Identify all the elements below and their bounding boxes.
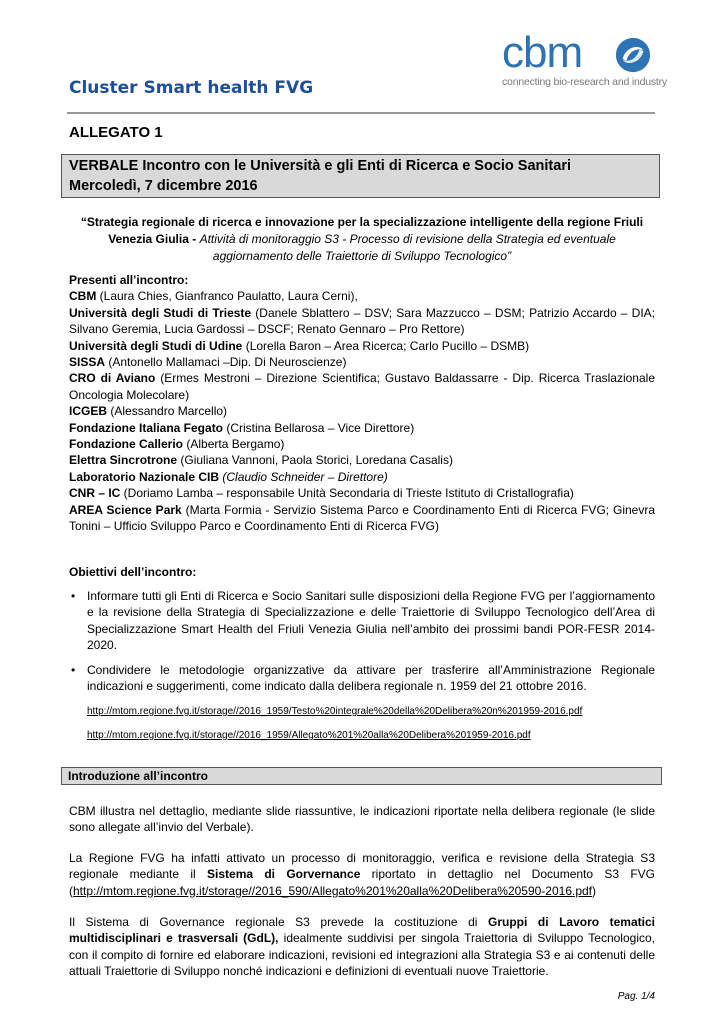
para3-text-a: Il Sistema di Governance regionale S3 prevede la costituzione di [69,915,488,929]
intro-paragraph-2 [69,850,655,899]
verbale-line-2: Mercoledì, 7 dicembre 2016 [69,178,258,194]
attendee-org: AREA Science Park [69,502,182,517]
objectives-list [69,588,655,702]
intro-paragraph-3 [69,914,655,980]
attendee-entry [69,370,655,403]
attendee-people: (Alberta Bergamo) [183,437,285,452]
logo-tagline: connecting bio-research and industry [502,76,667,88]
governance-link[interactable]: http://mtom.regione.fvg.it/storage//2016_590/Allegato%201%20alla%20Delibera%20590-2016.pdf [73,883,593,898]
attendee-org: CBM [69,289,97,304]
bullet-icon: • [71,662,76,677]
attendee-entry [69,420,655,436]
verbale-line-1: VERBALE Incontro con le Università e gli Enti di Ricerca e Socio Sanitari [69,158,571,174]
attendee-org: CNR – IC [69,486,121,501]
attendee-people: (Doriamo Lamba – responsabile Unità Secondaria di Trieste Istituto di Cristallografia) [120,486,574,501]
attendee-org: Fondazione Callerio [69,437,184,452]
objective-item [69,588,655,654]
delibera-links [87,700,582,748]
para2-text-b: riportato in dettaglio nel Documento S3 FVG ( [69,867,656,898]
para2-text-c: ) [592,883,597,898]
cbm-swirl-icon [614,36,652,74]
attendee-entry [69,305,655,338]
attendee-entry [69,403,655,419]
attendee-org: Fondazione Italiana Fegato [69,420,224,435]
attendees-section [69,272,655,535]
attendee-entry [69,436,655,452]
attendee-entry [69,354,655,370]
attendee-org: SISSA [69,355,106,370]
attendee-people: (Claudio Schneider – Direttore) [219,469,388,484]
attendee-people: (Laura Chies, Gianfranco Paulatto, Laura Cerni), [96,289,358,304]
attendee-org: Laboratorio Nazionale CIB [69,469,220,484]
attendee-entry [69,452,655,468]
header-divider [67,112,655,114]
objective-item [69,662,655,695]
strategy-subtitle [69,214,655,265]
intro-section-title: Introduzione all’incontro [61,767,662,785]
attendee-entry [69,502,655,535]
cbm-logo [502,28,667,98]
strategy-bold: “Strategia regionale di ricerca e innovazione per la specializzazione intelligente della regione Friuli Venezia Giulia - [80,215,644,246]
intro-paragraph-1 [69,803,655,836]
attendee-entry [69,485,655,501]
attendee-people: (Giuliana Vannoni, Paola Storici, Loredana Casalis) [177,453,453,468]
attendee-people: (Lorella Baron – Area Ricerca; Carlo Pucillo – DSMB) [242,338,530,353]
intro-paragraph-3-text [69,914,655,980]
delibera-link-testo[interactable]: http://mtom.regione.fvg.it/storage//2016_1959/Testo%20integrale%20della%20Delibera%20n%201959-2016.pdf [87,706,583,717]
attendee-people: (Cristina Bellarosa – Vice Direttore) [223,420,415,435]
strategy-italic: Attività di monitoraggio S3 - Processo di revisione della Strategia ed eventuale aggiornamento delle Traiettorie di Sviluppo Tecnologico” [199,232,616,263]
attendee-people: (Ermes Mestroni – Direzione Scientifica; Gustavo Baldassarre - Dip. Ricerca Traslazionale Oncologia Molecolare) [69,371,655,402]
header-title: Cluster Smart health FVG [69,78,314,98]
objective-text: Informare tutti gli Enti di Ricerca e Socio Sanitari sulle disposizioni della Regione FVG per l’aggiornamento e la revisione della Strategia di Specializzazione e delle Traiettorie di Sviluppo Tecnologico dell’Area di Specializzazione Smart Health del Friuli Venezia Giulia nell’ambito dei prossimi bandi POR-FESR 2014-2020. [87,589,655,653]
para2-bold: Sistema di Gorvernance [207,867,361,882]
attendee-people: (Alessandro Marcello) [107,404,228,419]
delibera-link-allegato[interactable]: http://mtom.regione.fvg.it/storage//2016_1959/Allegato%201%20alla%20Delibera%201959-2016.pdf [87,730,531,741]
attendee-org: Università degli Studi di Trieste [69,305,252,320]
attendee-org: CRO di Aviano [69,371,156,386]
attendee-org: Università degli Studi di Udine [69,338,243,353]
objective-text: Condividere le metodologie organizzative da attivare per trasferire all’Amministrazione Regionale indicazioni e suggerimenti, come indicato dalla delibera regionale n. 1959 del 21 ottobre 2016. [87,662,655,694]
attendees-title: Presenti all’incontro: [69,273,189,287]
page-number: Pag. 1/4 [617,991,655,1002]
intro-paragraph-2-text [69,850,655,899]
attendee-people: (Marta Formia - Servizio Sistema Parco e Coordinamento Enti di Ricerca FVG; Ginevra Tonini – Ufficio Sviluppo Parco e Coordinamento Enti di Ricerca FVG) [69,502,656,534]
attendees-list [69,288,655,534]
attendee-org: Elettra Sincrotrone [69,453,178,468]
para2-text-a: La Regione FVG ha infatti attivato un processo di monitoraggio, verifica e revisione della Strategia S3 regionale mediante il [69,851,655,882]
attendee-people: (Antonello Mallamaci –Dip. Di Neuroscienze) [105,355,347,370]
bullet-icon: • [71,589,76,603]
para3-bold: Gruppi di Lavoro tematici multidisciplinari e trasversali (GdL), [69,915,655,946]
attendee-entry [69,288,655,304]
attendee-org: ICGEB [69,404,108,419]
attendee-entry [69,469,655,485]
logo-wordmark: cbm [502,28,583,77]
verbale-title-box [61,154,660,198]
intro-paragraph-1-text: CBM illustra nel dettaglio, mediante slide riassuntive, le indicazioni riportate nella delibera regionale (le slide sono allegate all’invio del Verbale). [69,804,655,835]
attendee-entry [69,338,655,354]
attendee-people: (Danele Sblattero – DSV; Sara Mazzucco – DSM; Patrizio Accardo – DIA; Silvano Geremia, Lucia Gardossi – DSCF; Renato Gennaro – Pro Rettore) [69,305,655,337]
para3-text-b: idealmente suddivisi per singola Traiettoria di Sviluppo Tecnologico, con il compito di fornire ed elaborare indicazioni, revisioni ed integrazioni alla Strategia S3 e ai contenuti delle attuali Traiettorie di Sviluppo nonché indicazioni e definizioni di eventuali nuove Traiettorie. [69,931,655,979]
objectives-title: Obiettivi dell’incontro: [69,565,197,579]
allegato-heading: ALLEGATO 1 [69,124,163,141]
